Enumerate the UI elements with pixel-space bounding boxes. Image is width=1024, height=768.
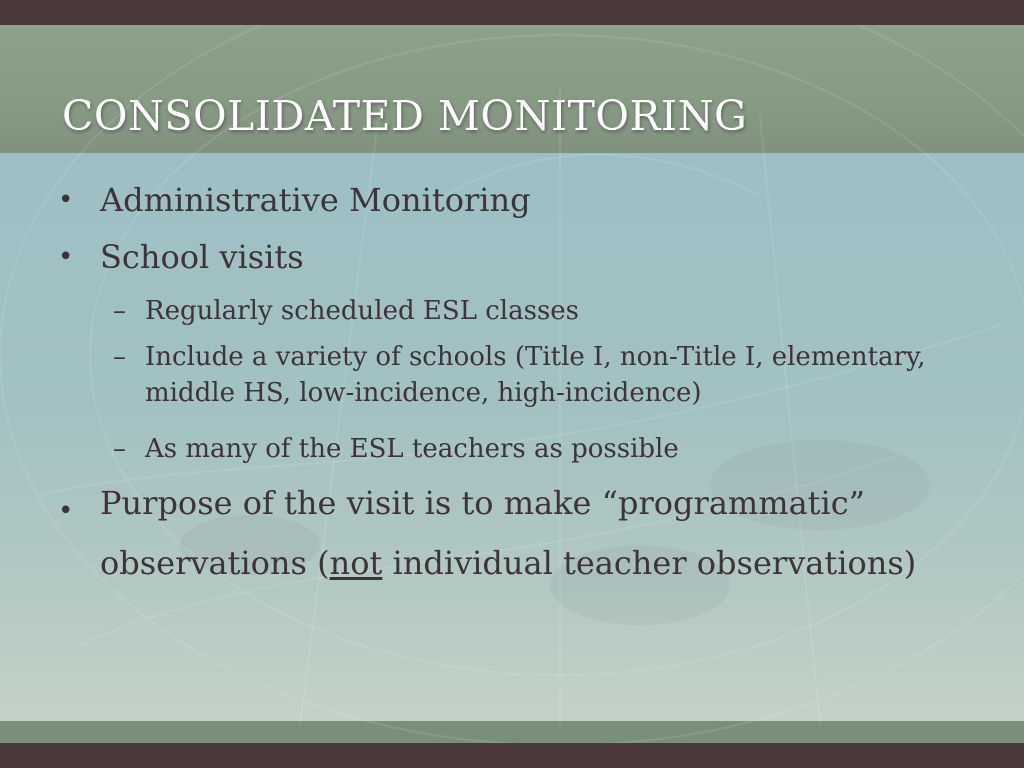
- bullet-school-visits: [58, 235, 998, 279]
- subbullet-regularly-scheduled: [58, 293, 998, 329]
- dash-marker: –: [113, 434, 126, 464]
- dash-marker: –: [113, 342, 126, 372]
- bottom-frame-bar: [0, 743, 1024, 768]
- bullet-purpose-of-visit: [58, 473, 998, 593]
- bottom-accent-strip: [0, 721, 1024, 743]
- bullet-marker: •: [58, 496, 74, 526]
- subbullet-esl-teachers: [58, 431, 998, 467]
- bullet-administrative-monitoring: [58, 178, 998, 222]
- subbullet-text: Regularly scheduled ESL classes: [145, 296, 580, 326]
- dash-marker: –: [113, 296, 126, 326]
- bullet-text-before: Purpose of the visit is to make “programmatic” observations (: [100, 484, 866, 582]
- bullet-text: School visits: [100, 238, 304, 276]
- subbullet-variety-of-schools: [58, 339, 998, 411]
- underlined-not: not: [329, 544, 383, 582]
- bullet-marker: •: [58, 185, 74, 215]
- slide-title: CONSOLIDATED MONITORING: [62, 92, 748, 140]
- slide-body: [58, 178, 998, 593]
- subbullet-text: As many of the ESL teachers as possible: [145, 434, 679, 464]
- subbullet-text: Include a variety of schools (Title I, non-Title I, elementary, middle HS, low-incidence, high-incidence): [145, 342, 926, 408]
- top-frame-bar: [0, 0, 1024, 25]
- bullet-marker: •: [58, 242, 74, 272]
- bullet-text: Administrative Monitoring: [100, 181, 531, 219]
- bullet-text-after: individual teacher observations): [382, 544, 917, 582]
